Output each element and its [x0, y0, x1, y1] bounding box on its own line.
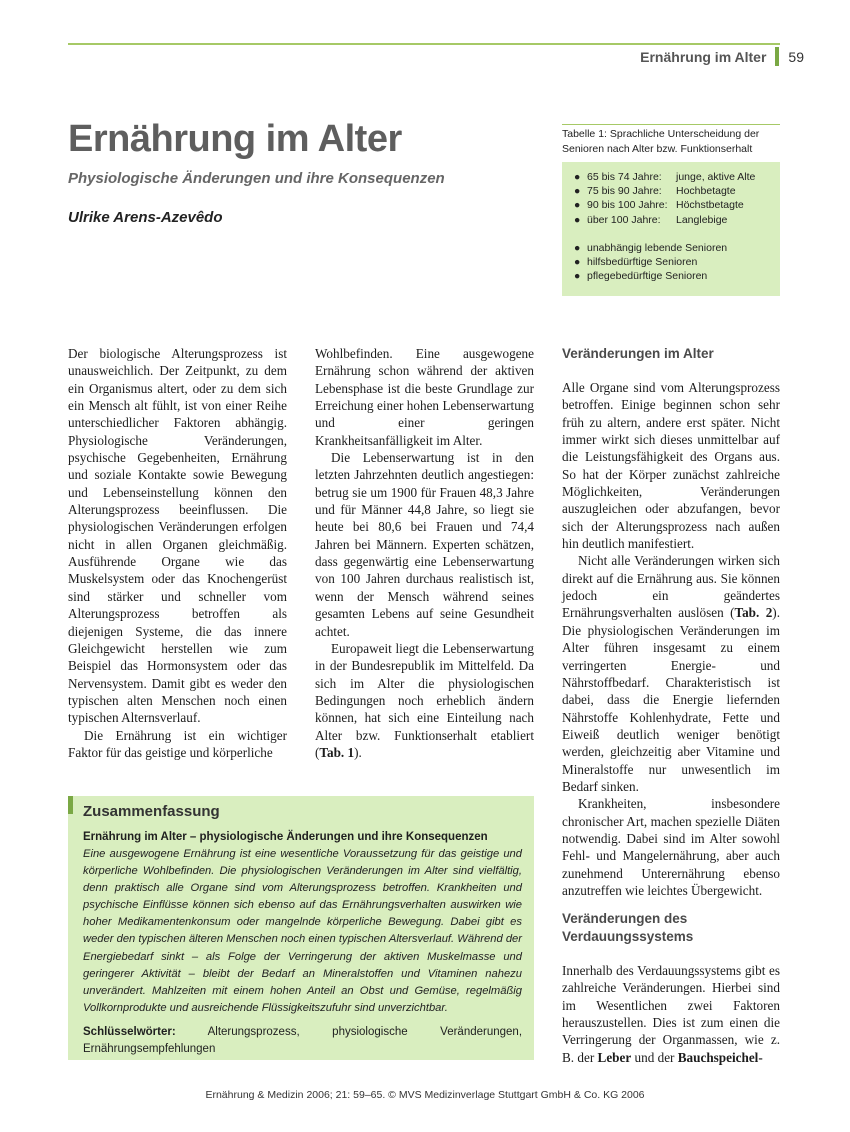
text-run: Europaweit liegt die Lebenserwartung in der Bundesrepublik im Mittelfeld. Da sich im Alter die physiologischen Bedingungen noch erheblich ändern können, hat sich eine Einteilung nach Alter bzw. Funktionserhalt etabliert ( [315, 640, 534, 760]
article-subtitle: Physiologische Änderungen und ihre Konsequenzen [68, 170, 445, 187]
list-item [574, 269, 770, 283]
table1-box [562, 162, 780, 296]
function-label: pflegebedürftige Senioren [587, 270, 708, 283]
table-reference[interactable]: Tab. 1 [319, 744, 355, 760]
summary-box [68, 796, 534, 1060]
paragraph [562, 552, 780, 795]
text-column-2 [315, 345, 534, 761]
paragraph: Die Lebenserwartung ist in den letzten Jahrzehnten deutlich angestiegen: betrug sie um 1900 für Frauen 48,3 Jahre und für Männer 44,8 Jahre, so liegt sie heute bei 80,6 bei Frauen und 74,4 Jahren bei Männern. Experten schätzen, dass gegenwärtig eine Lebenserwartung von 100 Jahren durchaus realistisch ist, wenn der Mensch während seines gesamten Lebens auf seine Gesundheit achtet. [315, 450, 534, 639]
summary-body: Eine ausgewogene Ernährung ist eine wesentliche Voraussetzung für das geistige und körperliche Wohlbefinden. Die physiologischen Veränderungen im Alter sind vielfältig, denn praktisch alle Organe sind vom Alterungsprozess betroffen. Krankheiten und psychische Einflüsse können sich ebenso auf das Ernährungsverhalten auswirken wie hoher Medikamentenkonsum oder mangelnde körperliche Bewegung. Dabei gibt es weder den typischen älteren Menschen noch einen typischen Altersverlauf. Während der Energiebedarf sinkt – als Folge der Verringerung der aktiven Muskelmasse und geringerer Aktivität – bleibt der Bedarf an Mineralstoffen und Vitaminen nahezu unverändert. Mahlzeiten mit einem hohen Anteil an Obst und Gemüse, regelmäßig Vollkornprodukte und ausreichende Flüssigkeitszufuhr sind unverzichtbar. [83, 848, 522, 1014]
age-label: Höchstbetagte [676, 199, 744, 212]
text-run: ). Die physiologischen Veränderungen im Alter führen insgesamt zu einem verringerten Energie- und Nährstoffbedarf. Charakteristisch ist dabei, dass die Energie liefernden Nährstoffe Kohlenhydrate, Fette und Eiweiß deutlich weniger benötigt werden, gleichzeitig aber Vitamine und Mineralstoffe nur unwesentlich im Bedarf sinken. [562, 605, 780, 794]
summary-heading: Zusammenfassung [83, 803, 220, 820]
paragraph: Die Ernährung ist ein wichtiger Faktor für das geistige und körperliche [68, 727, 287, 760]
bullet-icon: ● [574, 171, 581, 183]
page-number: 59 [788, 48, 804, 65]
age-label: Hochbetagte [676, 185, 736, 198]
text-column-3 [562, 379, 780, 899]
bullet-icon: ● [574, 241, 581, 254]
section-heading-changes: Veränderungen im Alter [562, 346, 714, 361]
paragraph: Wohlbefinden. Eine ausgewogene Ernährung schon während der aktiven Lebensphase ist die beste Grundlage zur Erreichung einer hohen Lebenserwartung und einer geringen Krankheitsanfälligkeit im Alter. [315, 346, 534, 448]
article-title: Ernährung im Alter [68, 118, 402, 160]
running-head-bar [775, 47, 779, 66]
age-range: 65 bis 74 Jahre: [587, 171, 662, 183]
age-range: 75 bis 90 Jahre: [587, 185, 662, 198]
table1-caption: Tabelle 1: Sprachliche Unterscheidung der Senioren nach Alter bzw. Funktionserhalt [562, 124, 780, 157]
paragraph: Krankheiten, insbesondere chronischer Art, machen spezielle Diäten notwendig. Dabei sind im Alter sowohl Fehl- und Mangelernährung, aber auch zunehmend Unterernährung ebenso anzutreffen wie leichtes Übergewicht. [562, 796, 780, 898]
list-item [574, 241, 770, 255]
running-head-section: Ernährung im Alter [640, 48, 767, 65]
article-author: Ulrike Arens-Azevêdo [68, 209, 223, 226]
paragraph: Alle Organe sind vom Alterungsprozess betroffen. Einige beginnen schon sehr früh zu altern, andere erst später. Nicht immer wirkt sich dieses unmittelbar auf die Leistungsfähigkeit des Organs aus. So hat der Körper zunächst zahlreiche Möglichkeiten, Veränderungen auszugleichen oder abzufangen, bevor sich der Alterungsprozess nach außen hin deutlich manifestiert. [562, 380, 780, 552]
paragraph [315, 640, 534, 761]
section-heading-digestive: Veränderungen des Verdauungssystems [562, 911, 694, 944]
text-run: Innerhalb des Verdauungssystems gibt es zahlreiche Veränderungen. Hierbei sind im Wesentlichen zwei Faktoren herauszustellen. Dies ist zum einen die Verringerung der Organmassen, wie z. B. der [562, 963, 780, 1065]
list-item [574, 255, 770, 269]
bullet-icon: ● [574, 256, 581, 269]
bold-term: Leber [597, 1049, 632, 1065]
paragraph: Der biologische Alterungsprozess ist unausweichlich. Der Zeitpunkt, zu dem ein Organismus altert, oder zu dem sich ein Mensch alt fühlt, ist von einer Reihe unterschiedlicher Faktoren abhängig. Physiologische Veränderungen, psychische Gegebenheiten, Ernährung und soziale Kontakte sowie Bewegung und Lebenseinstellung können den Alterungsprozess beeinflussen. Die physiologischen Veränderungen erfolgen nicht in allen Organen gleichmäßig. Ausführende Organe wie das Muskelsystem oder das Knochengerüst sind stärker und schneller vom Alterungsprozess betroffen als diejenigen Systeme, die das innere Gleichgewicht herstellen wie zum Beispiel das Hormonsystem oder das Nervensystem. Damit gibt es weder den typischen alten Menschen noch einen typischen Alternsverlauf. [68, 346, 287, 726]
bullet-icon: ● [574, 185, 581, 198]
function-group-list [574, 241, 770, 284]
list-item [574, 198, 770, 212]
keywords-text: Alterungsprozess, physiologische Veränderungen, Ernährungsempfehlungen [83, 1025, 523, 1055]
bullet-icon: ● [574, 213, 581, 226]
list-item [574, 184, 770, 198]
bullet-icon: ● [574, 199, 581, 212]
summary-marker [68, 796, 73, 814]
list-item [574, 170, 770, 184]
text-run: und der [631, 1049, 678, 1065]
top-rule [68, 43, 780, 45]
age-range: 90 bis 100 Jahre: [587, 199, 668, 212]
running-head [640, 47, 804, 66]
function-label: hilfsbedürftige Senioren [587, 256, 698, 269]
bullet-icon: ● [574, 270, 581, 283]
age-label: junge, aktive Alte [676, 171, 756, 183]
table-reference[interactable]: Tab. 2 [734, 605, 773, 621]
text-run: Nicht alle Veränderungen wirken sich direkt auf die Ernährung aus. Sie können jedoch ein geändertes Ernährungsverhalten auslösen ( [562, 553, 780, 621]
text-column-3-continued [562, 962, 780, 1066]
age-group-list [574, 170, 770, 227]
age-label: Langlebige [676, 213, 728, 226]
function-label: unabhängig lebende Senioren [587, 241, 728, 254]
list-item [574, 213, 770, 227]
text-column-1 [68, 345, 287, 761]
keywords-label: Schlüsselwörter: [83, 1025, 176, 1038]
keywords [83, 1024, 522, 1058]
summary-subheading: Ernährung im Alter – physiologische Änderungen und ihre Konsequenzen [83, 831, 488, 843]
paragraph [562, 962, 780, 1066]
text-run: ). [354, 744, 362, 760]
age-range: über 100 Jahre: [587, 213, 661, 226]
footer-citation: Ernährung & Medizin 2006; 21: 59–65. © MVS Medizinverlage Stuttgart GmbH & Co. KG 2006 [205, 1089, 645, 1101]
bold-term: Bauchspeichel- [677, 1049, 763, 1065]
